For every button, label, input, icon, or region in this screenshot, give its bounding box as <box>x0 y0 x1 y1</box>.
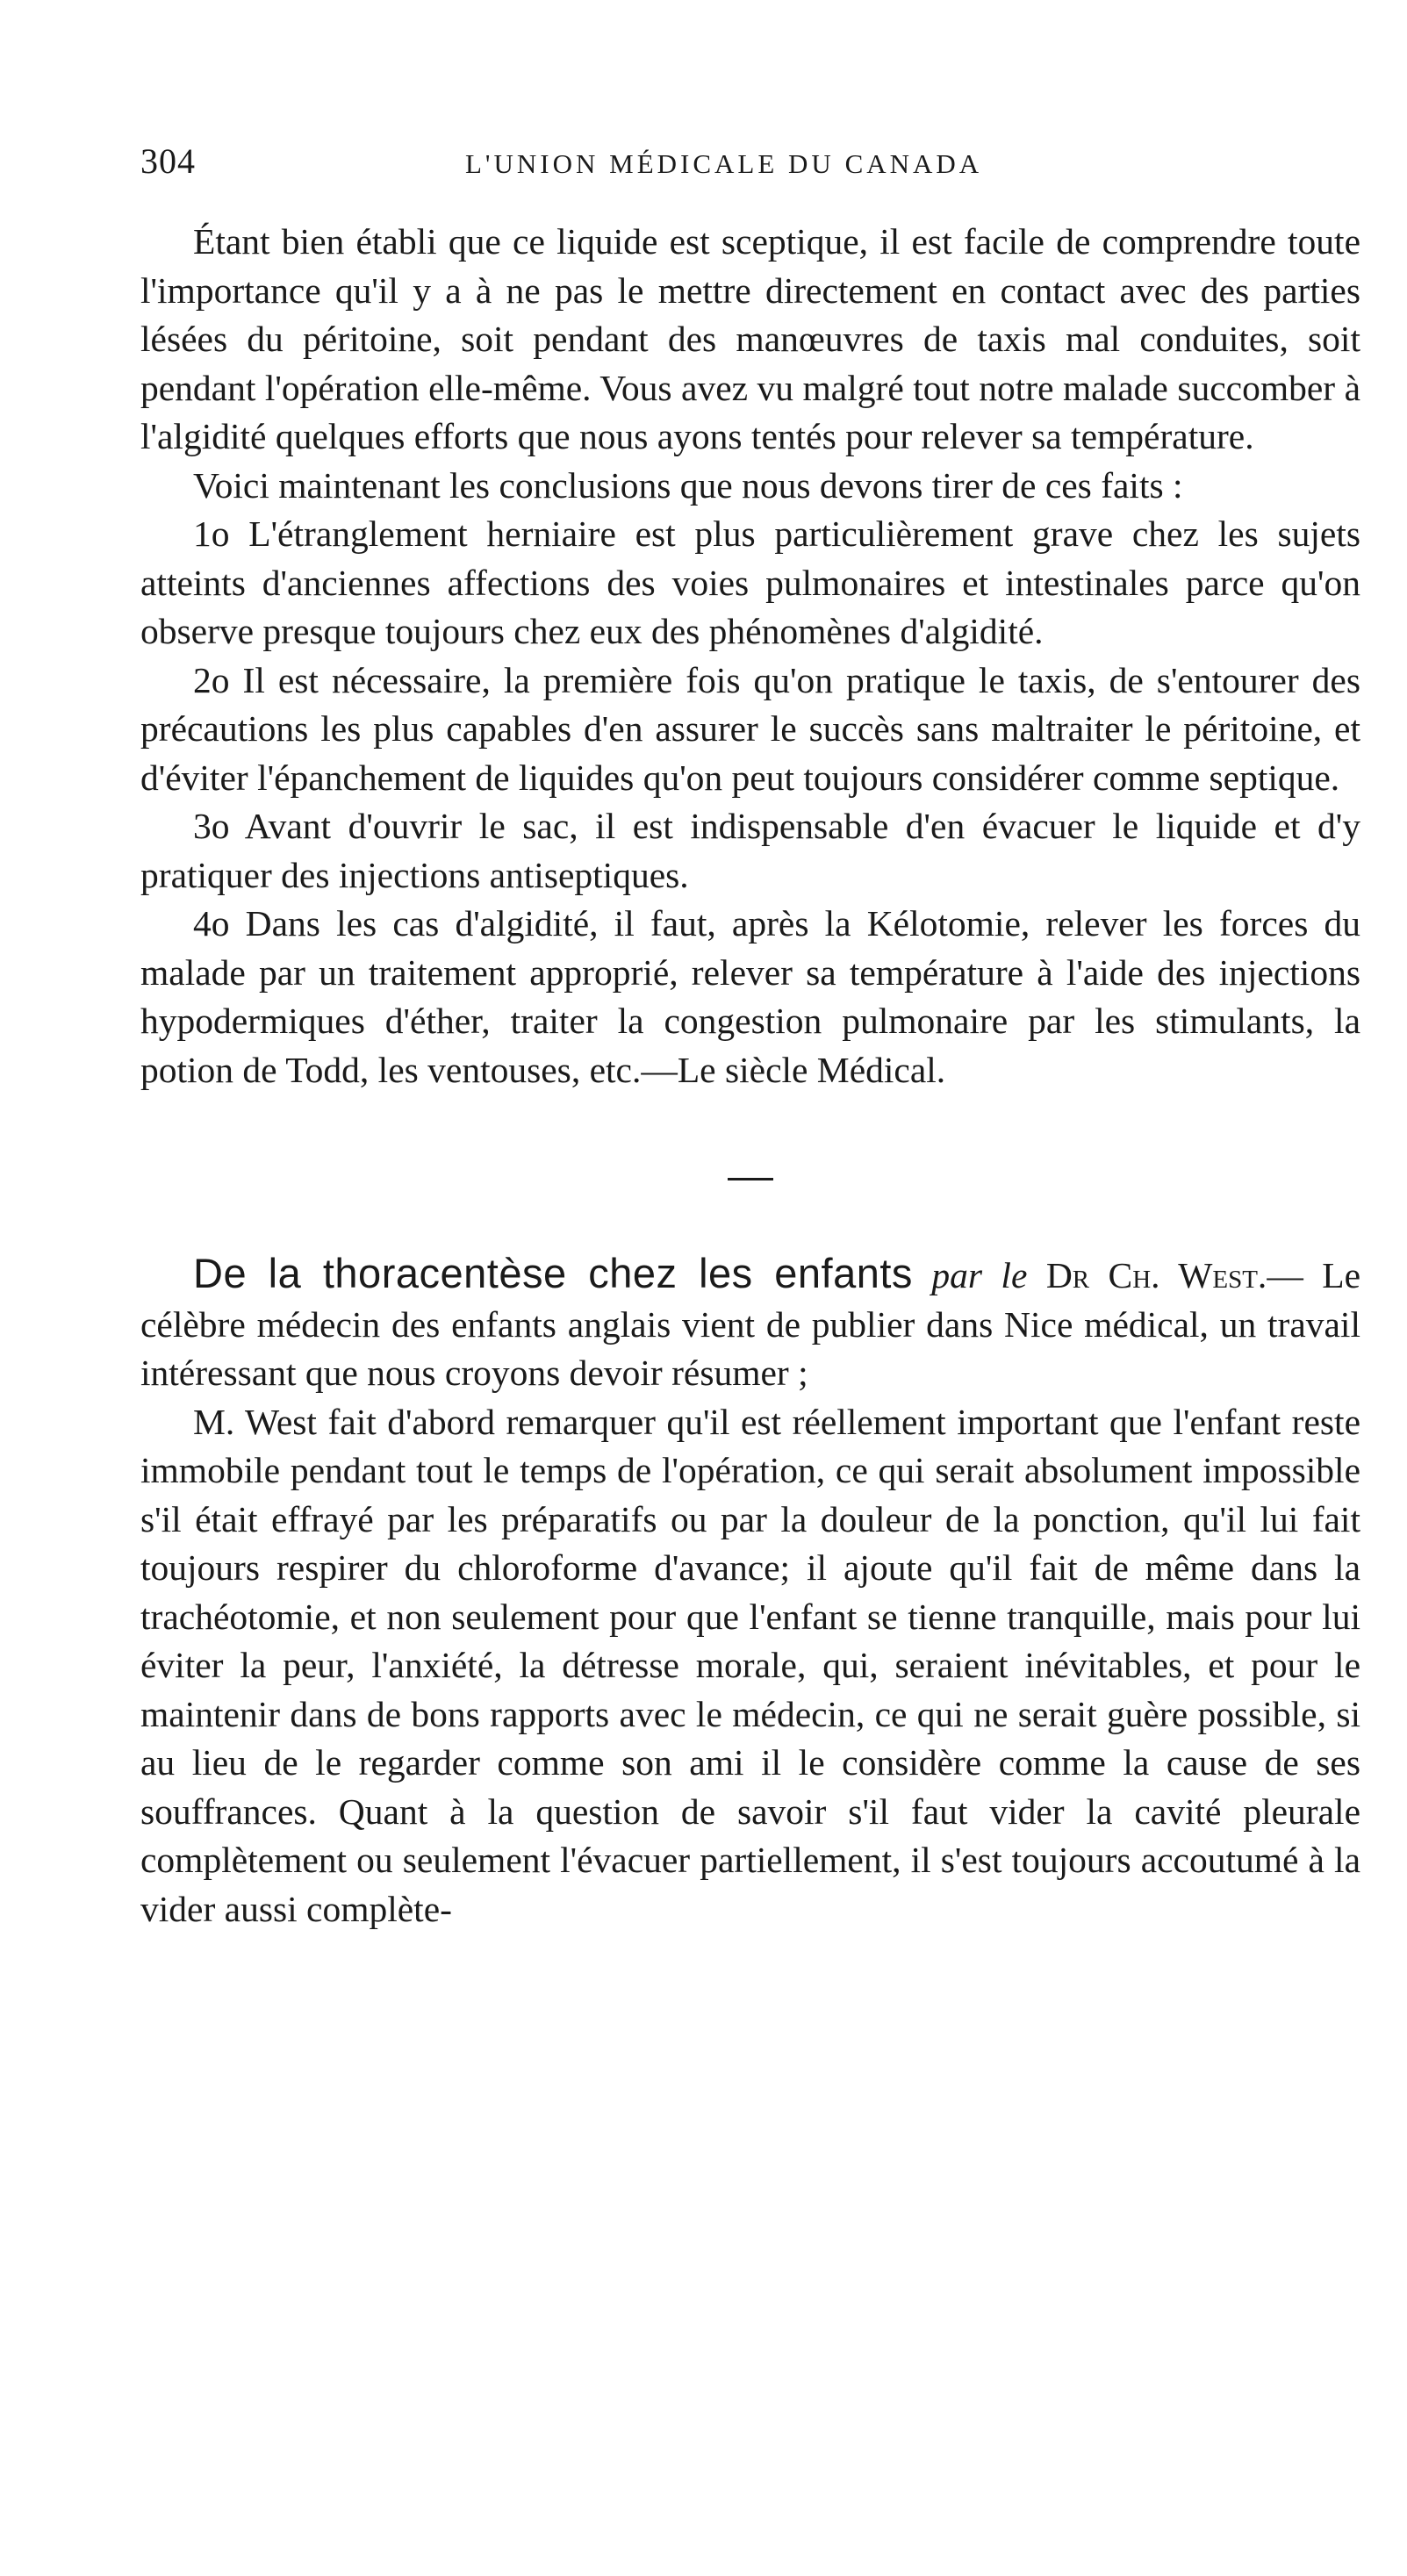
conclusion-item: 2o Il est nécessaire, la première fois qu'on pratique le taxis, de s'entourer des précautions les plus capables d'en assurer le succès sans maltraiter le péritoine, et d'éviter l'épanchement de liquides qu'on peut toujours considérer comme septique. <box>140 659 1360 798</box>
article-byline: par le <box>931 1255 1028 1295</box>
article-heading <box>140 1249 1360 1398</box>
conclusion-item: 4o Dans les cas d'algidité, il faut, après la Kélotomie, relever les forces du malade par un traitement approprié, relever sa température à l'aide des injections hypodermiques d'éther, traiter la congestion pulmonaire par les stimulants, la potion de Todd, les ventouses, etc.—Le siècle Médical. <box>140 903 1360 1090</box>
article-author: Dr Ch. West. <box>1045 1255 1267 1295</box>
article-title: De la thoracentèse chez les enfants <box>193 1250 913 1296</box>
article-thoracentesis <box>140 1249 1360 1934</box>
page-number: 304 <box>140 141 196 181</box>
journal-title: L'UNION MÉDICALE DU CANADA <box>465 148 983 179</box>
section-divider <box>728 1178 773 1180</box>
paragraph: M. West fait d'abord remarquer qu'il est réellement important que l'enfant reste immobile pendant tout le temps de l'opération, ce qui serait absolument impossible s'il était effrayé par les préparatifs ou par la douleur de la ponction, qu'il lui fait toujours respirer du chloroforme d'avance; il ajoute qu'il fait de même dans la trachéotomie, et non seulement pour que l'enfant se tienne tranquille, mais pour lui éviter la peur, l'anxiété, la détresse morale, qui, seraient inévitables, et pour le maintenir dans de bons rapports avec le médecin, ce qui ne serait guère possible, si au lieu de le regarder comme son ami il le considère comme la cause de ses souffrances. Quant à la question de savoir s'il faut vider la cavité pleurale complètement ou seulement l'évacuer partiellement, il s'est toujours accoutumé à la vider aussi complète- <box>140 1401 1360 1929</box>
conclusion-item: 3o Avant d'ouvrir le sac, il est indispensable d'en évacuer le liquide et d'y pratiquer des injections antiseptiques. <box>140 806 1360 895</box>
page <box>140 140 1360 1934</box>
running-head <box>140 140 1360 193</box>
article-hernia-conclusions <box>140 218 1360 1094</box>
paragraph: Voici maintenant les conclusions que nous devons tirer de ces faits : <box>193 464 1183 506</box>
paragraph: Étant bien établi que ce liquide est sceptique, il est facile de comprendre toute l'importance qu'il y a à ne pas le mettre directement en contact avec des parties lésées du péritoine, soit pendant des manœuvres de taxis mal conduites, soit pendant l'opération elle-même. Vous avez vu malgré tout notre malade succomber à l'algidité quelques efforts que nous ayons tentés pour relever sa température. <box>140 221 1360 456</box>
article-intro: — Le célèbre médecin des enfants anglais vient de publier dans Nice médical, un travail intéressant que nous croyons devoir résumer ; <box>140 1255 1360 1393</box>
conclusion-item: 1o L'étranglement herniaire est plus particulièrement grave chez les sujets atteints d'anciennes affections des voies pulmonaires et intestinales parce qu'on observe presque toujours chez eux des phénomènes d'algidité. <box>140 513 1360 651</box>
